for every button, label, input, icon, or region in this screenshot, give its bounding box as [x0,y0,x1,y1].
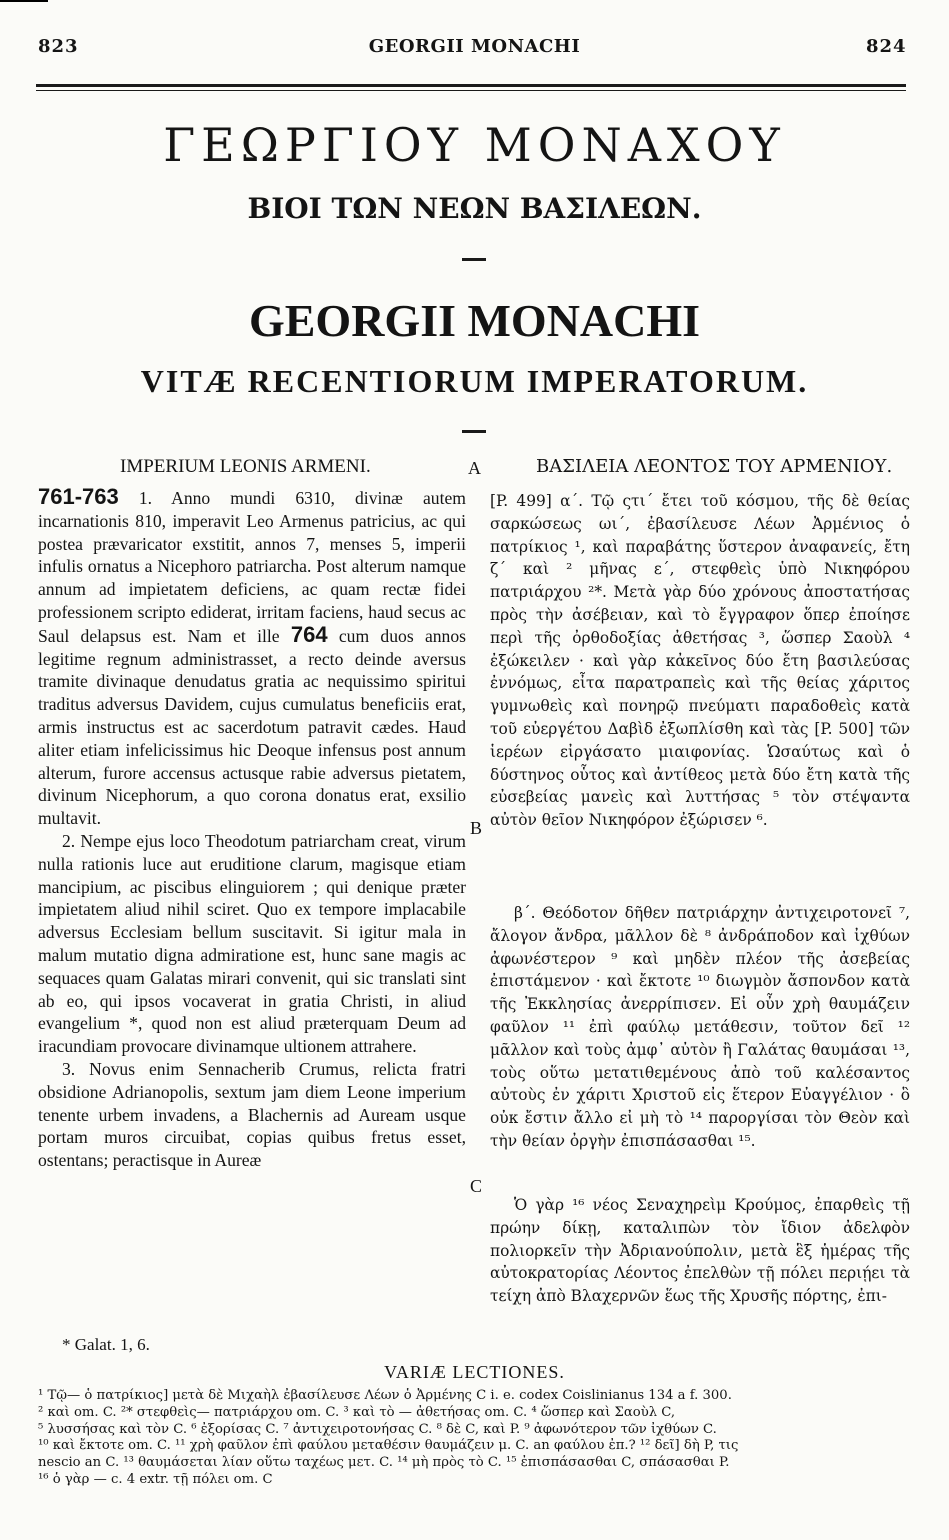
footnote: * Galat. 1, 6. [62,1335,150,1354]
section-letter-b: B [470,818,483,838]
variant-line: ² καὶ om. C. ²* στεφθεὶς— πατριάρχου om. C. ³ καὶ τὸ — ἀθετήσας om. C. ⁴ ὥσπερ καὶ Σαοὺλ C, [38,1404,676,1420]
latin-subtitle: VITÆ RECENTIORUM IMPERATORUM. [140,363,809,399]
page-number-left: 823 [38,36,79,57]
variant-line: ¹ Τῷ— ὁ πατρίκιος] μετὰ δὲ Μιχαὴλ ἐβασίλευσε Λέων ὁ Ἀρμένης C i. e. codex Coislinianus 134 a f. 300. [38,1388,732,1403]
greek-column-part-2 [490,902,910,1153]
greek-column-part-1 [490,490,910,832]
greek-paragraph-1: [P. 499] α΄. Τῷ ςτι΄ ἔτει τοῦ κόσμου, τῆς δὲ θείας σαρκώσεως ωι΄, ἐβασίλευσε Λέων Ἀρμένιος ὁ πατρίκιος ¹, καὶ παραβάτης ὕστερον ἀναφανείς, ἔτη ζ΄ καὶ ² μῆνας ε΄, στεφθεὶς ὑπὸ Νικηφόρου πατριάρχου ²*. Μετὰ γὰρ δύο χρόνους ἀποστατήσας πρὸς τὴν ἀσέβειαν, καὶ τὸ ἔγγραφον ὅπερ ἐποίησε περὶ τῆς ὀρθοδοξίας ἀθετήσας ³, ὥσπερ Σαοὺλ ⁴ ἐξώκειλεν · καὶ γὰρ κἀκεῖνος δύο ἔτη βασιλεύσας ἐννόμως, εἶτα παρατραπεὶς καὶ τῆς θείας χάριτος γυμνωθεὶς καὶ πονηρῷ πνεύματι παραδοθεὶς κατὰ τοῦ εὐεργέτου Δαβὶδ ἐξωπλίσθη καὶ τὰς [P. 500] τῶν ἱερέων εἰργάσατο μιαιφονίας. Ὡσαύτως καὶ ὁ δύστηνος οὗτος καὶ ἀντίθεος μετὰ δύο ἔτη κατὰ τῆς εὐσεβείας μανεὶς καὶ λυττήσας ⁵ τὸν στέψαντα αὐτὸν θεῖον Νικηφόρον ἐξώρισεν ⁶. [490,492,910,830]
greek-column-part-3 [490,1194,910,1308]
header-rule [36,84,906,87]
section-letter-c: C [470,1176,483,1196]
variant-line: nescio an C. ¹³ θαυμάσεται λίαν οὕτω ταχέως μετ. C. ¹⁴ μὴ πρὸς τὸ C. ¹⁵ ἐπισπάσασθαι C, σπάσασθαι P. [38,1455,730,1471]
greek-paragraph-3: Ὁ γὰρ ¹⁶ νέος Σεναχηρεὶμ Κρούμος, ἐπαρθεὶς τῇ πρώην δίκῃ, καταλιπὼν τὸν ἴδιον ἀδελφὸν πολιορκεῖν τὴν Ἀδριανούπολιν, μετὰ ἓξ ἡμέρας τῆς αὐτοκρατορίας Λέοντος ἐπελθὼν τῇ πόλει περιῄει τὰ τείχη ἀπὸ Βλαχερνῶν ἕως τῆς Χρυσῆς πόρτης, ἐπι- [490,1196,910,1306]
title-dash [462,258,486,261]
greek-title: ΓΕΩΡΓΙΟΥ ΜΟΝΑΧΟΥ [163,118,786,172]
section-letter-a: A [468,458,481,478]
latin-title: GEORGII MONACHI [248,295,701,346]
variant-line: ⁵ λυσσήσας καὶ τὸν C. ⁶ ἐξορίσας C. ⁷ ἀντιχειροτονήσας C. ⁸ δὲ C, καὶ P. ⁹ ἀφωνότερον τῶν ἰχθύων C. [38,1421,717,1437]
variant-line: ¹⁰ καὶ ἔκτοτε om. C. ¹¹ χρὴ φαῦλον ἐπὶ φαύλου μεταθέσιν θαυμάζειν μ. C. an φαύλου ἐπ.? ¹² δεῖ] δὴ P, τις [38,1438,739,1454]
latin-paragraph-3: 3. Novus enim Sennacherib Crumus, relicta fratri obsidione Adrianopolis, sextum jam diem Leone imperium tenente urbem invadens, a Blachernis ad Auream usque portam muros circuibat, copias quibus fretus esset, ostentans; peractisque in Aureæ [38,1058,466,1171]
latin-paragraph-1: 761-763 1. Anno mundi 6310, divinæ autem incarnationis 810, imperavit Leo Armenus patricius, ac qui postea prævaricator exstitit, annos 7, menses 5, imperii infulis ornatus a Nicephoro patriarcha. Post alterum namque annum ad impietatem deficiens, ac quam rectæ fidei professionem scripto ediderat, irritam faciens, haud secus ac Saul delapsus est. Nam et ille 764 cum duos annos legitime regnum administrasset, a recto deinde aversus tramite divinaque denudatus gratia ac nequissimo spiritui traditus adversus Davidem, cujus cumulatus beneficiis erat, armis instructus est ac sacerdotum patravit cædes. Haud aliter etiam infelicissimus hic Deoque infensus post annum alterum, furore accensus actusque rabie adversus pietatem, divinum Nicephorum, a quo corona donatus erat, exsilio multavit. [38,484,466,829]
header-rule-thin [36,90,906,91]
latin-paragraph-2: 2. Nempe ejus loco Theodotum patriarcham creat, virum nulla rationis luce aut eruditione clarum, magisque etiam mancipium, ac piscibus elinguiorem ; qui denique præter impietatem aliud nihil sciret. Quo ex tempore implacabile adversus Ecclesiam bellum suscitavit. Si igitur mala in malum mutatio digna admiratione est, hunc sane magis ac sequaces quam Galatas mirari convenit, qui sic translati sint ab eo, qui ipsos vocaverat in gratia Christi, in aliud evangelium *, quod non est aliud præterquam Deum ad iracundiam provocare divinamque ultionem attrahere. [38,830,466,1057]
right-column-heading: ΒΑΣΙΛΕΙΑ ΛΕΟΝΤΟΣ ΤΟΥ ΑΡΜΕΝΙΟΥ. [536,456,893,477]
greek-paragraph-2: β΄. Θεόδοτον δῆθεν πατριάρχην ἀντιχειροτονεῖ ⁷, ἄλογον ἄνδρα, μᾶλλον δὲ ⁸ ἀνδράποδον καὶ ἰχθύων ἀφωνέστερον ⁹ καὶ μηδὲν πλέον τῆς ἀσεβείας ἐπιστάμενον · καὶ ἔκτοτε ¹⁰ διωγμὸν ἄσπονδον κατὰ τῆς Ἐκκλησίας ἀνερρίπισεν. Εἰ οὖν χρὴ θαυμάζειν φαῦλον ¹¹ ἐπὶ φαύλῳ μετάθεσιν, τοῦτον δεῖ ¹² μᾶλλον καὶ τοὺς ἀμφ᾽ αὐτὸν ἢ Γαλάτας θαυμάσαι ¹³, τοὺς οὕτω μετατιθεμένους ἀπὸ τοῦ καλέσαντος αὐτοὺς ἐν χάριτι Χριστοῦ εἰς ἕτερον Εὐαγγέλιον · ὃ οὐκ ἔστιν ἄλλο εἰ μὴ τὸ ¹⁴ παροργίσαι τὸν Θεὸν καὶ τὴν θείαν ὀργὴν ἐπισπάσασθαι ¹⁵. [490,904,910,1150]
latin-column [38,486,466,1172]
subtitle-dash [462,430,486,433]
page-number-right: 824 [866,36,907,57]
variants-heading: VARIÆ LECTIONES. [384,1362,565,1382]
year-marker: 761-763 [38,484,119,509]
year-marker-764: 764 [290,621,328,647]
variants-list [38,1388,912,1489]
greek-subtitle: ΒΙΟΙ ΤΩΝ ΝΕΩΝ ΒΑΣΙΛΕΩΝ. [247,192,702,225]
variant-line: ¹⁶ ὁ γὰρ — c. 4 extr. τῇ πόλει om. C [38,1471,273,1487]
left-column-heading: IMPERIUM LEONIS ARMENI. [120,456,371,477]
running-title: GEORGII MONACHI [368,36,581,57]
scan-corner-mark [0,0,48,2]
